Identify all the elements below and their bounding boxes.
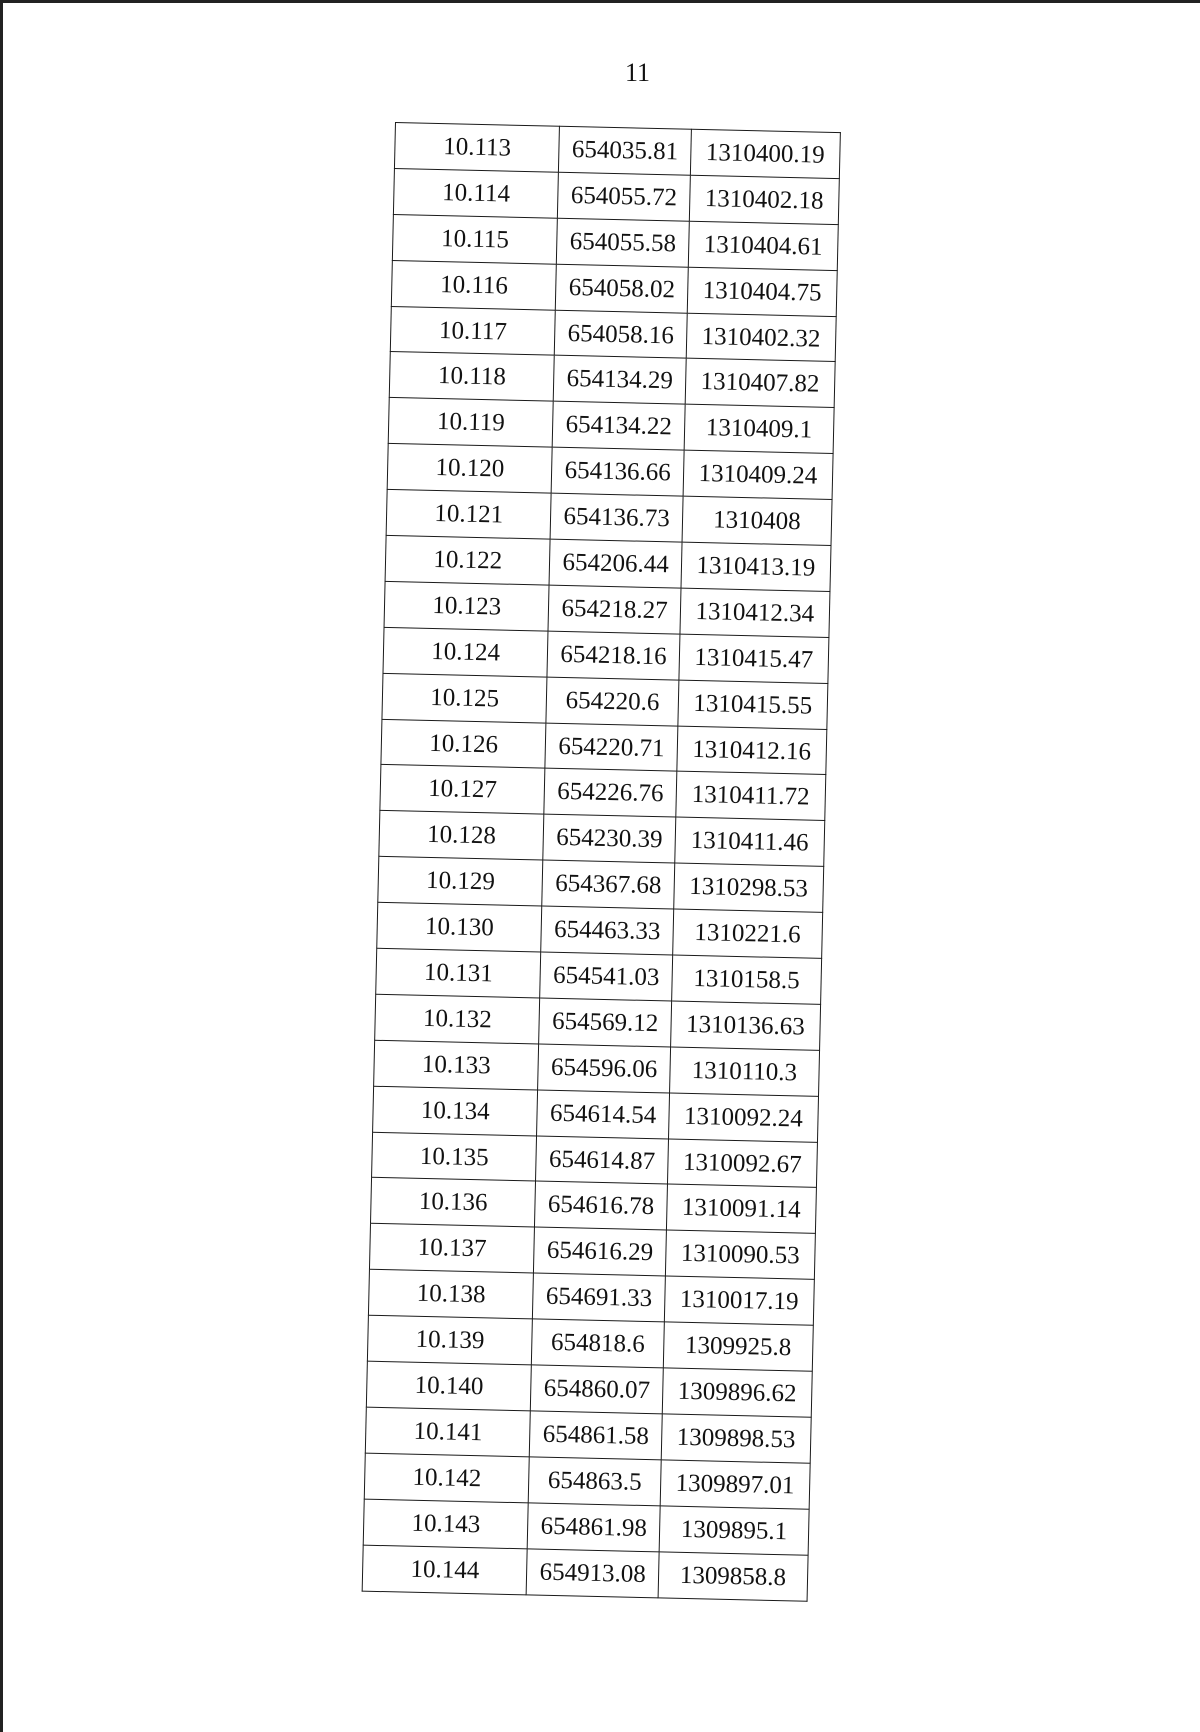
- point-id-cell: 10.120: [387, 444, 552, 494]
- point-id-cell: 10.131: [376, 948, 541, 998]
- point-id-cell: 10.133: [374, 1040, 539, 1090]
- y-coordinate-cell: 1310136.63: [670, 1001, 820, 1050]
- x-coordinate-cell: 654367.68: [542, 860, 674, 909]
- y-coordinate-cell: 1310404.61: [688, 221, 838, 270]
- point-id-cell: 10.138: [368, 1269, 533, 1319]
- y-coordinate-cell: 1310110.3: [669, 1047, 819, 1096]
- point-id-cell: 10.123: [384, 581, 549, 631]
- point-id-cell: 10.119: [388, 398, 553, 448]
- y-coordinate-cell: 1310411.72: [676, 772, 826, 821]
- y-coordinate-cell: 1310402.32: [686, 313, 836, 362]
- point-id-cell: 10.136: [371, 1178, 536, 1228]
- x-coordinate-cell: 654861.58: [530, 1411, 662, 1460]
- x-coordinate-cell: 654861.98: [528, 1503, 660, 1552]
- point-id-cell: 10.141: [365, 1407, 530, 1457]
- x-coordinate-cell: 654913.08: [527, 1548, 659, 1597]
- point-id-cell: 10.122: [385, 535, 550, 585]
- x-coordinate-cell: 654136.73: [551, 493, 683, 542]
- point-id-cell: 10.117: [390, 306, 555, 356]
- x-coordinate-cell: 654220.71: [545, 723, 677, 772]
- y-coordinate-cell: 1310400.19: [690, 129, 840, 178]
- x-coordinate-cell: 654134.22: [553, 402, 685, 451]
- x-coordinate-cell: 654614.87: [536, 1136, 668, 1185]
- x-coordinate-cell: 654860.07: [531, 1365, 663, 1414]
- point-id-cell: 10.132: [375, 994, 540, 1044]
- x-coordinate-cell: 654226.76: [544, 769, 676, 818]
- y-coordinate-cell: 1310091.14: [666, 1184, 816, 1233]
- x-coordinate-cell: 654055.72: [558, 172, 690, 221]
- x-coordinate-cell: 654541.03: [540, 952, 672, 1001]
- y-coordinate-cell: 1310408: [682, 496, 832, 545]
- point-id-cell: 10.134: [373, 1086, 538, 1136]
- point-id-cell: 10.118: [389, 352, 554, 402]
- y-coordinate-cell: 1310409.1: [684, 404, 834, 453]
- x-coordinate-cell: 654055.58: [557, 218, 689, 267]
- y-coordinate-cell: 1310415.55: [678, 680, 828, 729]
- y-coordinate-cell: 1310412.16: [677, 726, 827, 775]
- coordinates-table-container: [362, 122, 841, 1601]
- point-id-cell: 10.114: [393, 168, 558, 218]
- x-coordinate-cell: 654218.27: [548, 585, 680, 634]
- y-coordinate-cell: 1310017.19: [664, 1276, 814, 1325]
- x-coordinate-cell: 654616.29: [534, 1227, 666, 1276]
- x-coordinate-cell: 654206.44: [549, 539, 681, 588]
- x-coordinate-cell: 654863.5: [529, 1457, 661, 1506]
- page-edge-left: [0, 0, 3, 1732]
- x-coordinate-cell: 654220.6: [546, 677, 678, 726]
- x-coordinate-cell: 654614.54: [537, 1090, 669, 1139]
- point-id-cell: 10.126: [381, 719, 546, 769]
- x-coordinate-cell: 654218.16: [547, 631, 679, 680]
- x-coordinate-cell: 654818.6: [532, 1319, 664, 1368]
- point-id-cell: 10.130: [377, 902, 542, 952]
- y-coordinate-cell: 1310402.18: [689, 175, 839, 224]
- coordinates-table: [362, 122, 841, 1601]
- point-id-cell: 10.124: [383, 627, 548, 677]
- x-coordinate-cell: 654569.12: [539, 998, 671, 1047]
- table-row: [362, 1545, 808, 1601]
- point-id-cell: 10.116: [391, 260, 556, 310]
- point-id-cell: 10.137: [369, 1224, 534, 1274]
- y-coordinate-cell: 1309896.62: [662, 1368, 812, 1417]
- x-coordinate-cell: 654596.06: [538, 1044, 670, 1093]
- y-coordinate-cell: 1309897.01: [660, 1460, 810, 1509]
- y-coordinate-cell: 1310411.46: [675, 817, 825, 866]
- x-coordinate-cell: 654058.16: [555, 310, 687, 359]
- point-id-cell: 10.115: [392, 214, 557, 264]
- page-number: 11: [624, 58, 651, 87]
- y-coordinate-cell: 1310409.24: [683, 450, 833, 499]
- point-id-cell: 10.129: [378, 857, 543, 907]
- point-id-cell: 10.125: [382, 673, 547, 723]
- y-coordinate-cell: 1310090.53: [665, 1230, 815, 1279]
- page-edge-top: [0, 0, 1200, 3]
- point-id-cell: 10.135: [372, 1132, 537, 1182]
- x-coordinate-cell: 654136.66: [552, 447, 684, 496]
- y-coordinate-cell: 1310404.75: [687, 267, 837, 316]
- y-coordinate-cell: 1309895.1: [659, 1506, 809, 1555]
- y-coordinate-cell: 1310407.82: [685, 359, 835, 408]
- x-coordinate-cell: 654691.33: [533, 1273, 665, 1322]
- x-coordinate-cell: 654058.02: [556, 264, 688, 313]
- point-id-cell: 10.142: [364, 1453, 529, 1503]
- point-id-cell: 10.144: [362, 1545, 527, 1595]
- y-coordinate-cell: 1310298.53: [673, 863, 823, 912]
- point-id-cell: 10.139: [367, 1315, 532, 1365]
- y-coordinate-cell: 1310412.34: [680, 588, 830, 637]
- point-id-cell: 10.143: [363, 1499, 528, 1549]
- point-id-cell: 10.121: [386, 490, 551, 540]
- point-id-cell: 10.113: [394, 123, 559, 173]
- x-coordinate-cell: 654463.33: [541, 906, 673, 955]
- y-coordinate-cell: 1309858.8: [658, 1551, 808, 1600]
- point-id-cell: 10.128: [379, 811, 544, 861]
- x-coordinate-cell: 654035.81: [559, 126, 691, 175]
- x-coordinate-cell: 654134.29: [554, 356, 686, 405]
- y-coordinate-cell: 1310092.24: [668, 1093, 818, 1142]
- y-coordinate-cell: 1310221.6: [672, 909, 822, 958]
- point-id-cell: 10.140: [366, 1361, 531, 1411]
- y-coordinate-cell: 1310158.5: [671, 955, 821, 1004]
- x-coordinate-cell: 654616.78: [535, 1181, 667, 1230]
- y-coordinate-cell: 1310415.47: [679, 634, 829, 683]
- y-coordinate-cell: 1309925.8: [663, 1322, 813, 1371]
- x-coordinate-cell: 654230.39: [543, 814, 675, 863]
- coordinates-table-body: [362, 123, 840, 1601]
- y-coordinate-cell: 1310092.67: [667, 1139, 817, 1188]
- y-coordinate-cell: 1309898.53: [661, 1414, 811, 1463]
- point-id-cell: 10.127: [380, 765, 545, 815]
- y-coordinate-cell: 1310413.19: [681, 542, 831, 591]
